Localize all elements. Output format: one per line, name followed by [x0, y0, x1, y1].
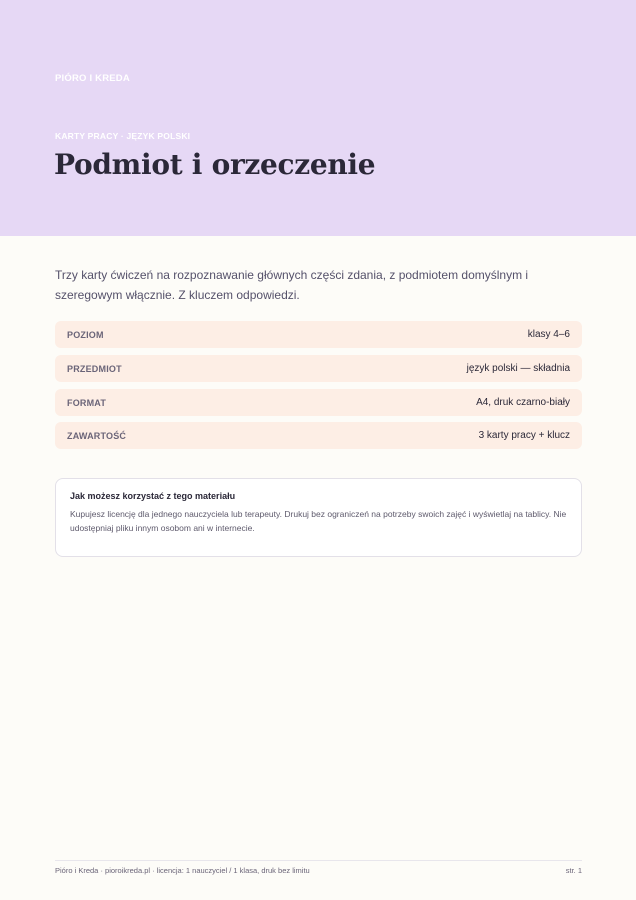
- spec-row-contents: [55, 422, 582, 449]
- license-notice: [55, 478, 582, 557]
- spec-label: PRZEDMIOT: [67, 363, 122, 374]
- footer-divider: [55, 860, 582, 861]
- spec-value: A4, druk czarno-biały: [476, 397, 570, 408]
- spec-label: ZAWARTOŚĆ: [67, 430, 127, 441]
- spec-label: FORMAT: [67, 397, 107, 408]
- notice-body: Kupujesz licencję dla jednego nauczyciela lub terapeuty. Drukuj bez ograniczeń na potrzeby swoich zajęć i wyświetlaj na tablicy. Nie udostępniaj pliku innym osobom ani w internecie.: [70, 509, 567, 533]
- page-number: str. 1: [565, 866, 582, 875]
- brand-name: PIÓRO I KREDA: [55, 73, 130, 84]
- spec-row-level: [55, 321, 582, 348]
- spec-row-subject: [55, 355, 582, 382]
- spec-value: 3 karty pracy + klucz: [478, 430, 570, 441]
- spec-value: klasy 4–6: [527, 329, 570, 340]
- page-title: Podmiot i orzeczenie: [54, 148, 376, 181]
- spec-label: POZIOM: [67, 329, 104, 340]
- spec-row-format: [55, 389, 582, 416]
- notice-title: Jak możesz korzystać z tego materiału: [70, 491, 236, 501]
- spec-value: język polski — składnia: [466, 363, 570, 374]
- intro-text: Trzy karty ćwiczeń na rozpoznawanie głównych części zdania, z podmiotem domyślnym i szeregowym włącznie. Z kluczem odpowiedzi.: [55, 268, 529, 302]
- category-eyebrow: KARTY PRACY · JĘZYK POLSKI: [55, 131, 191, 141]
- header-banner: [0, 0, 636, 236]
- footer-text: Pióro i Kreda · pioroikreda.pl · licencja: 1 nauczyciel / 1 klasa, druk bez limitu: [55, 866, 310, 875]
